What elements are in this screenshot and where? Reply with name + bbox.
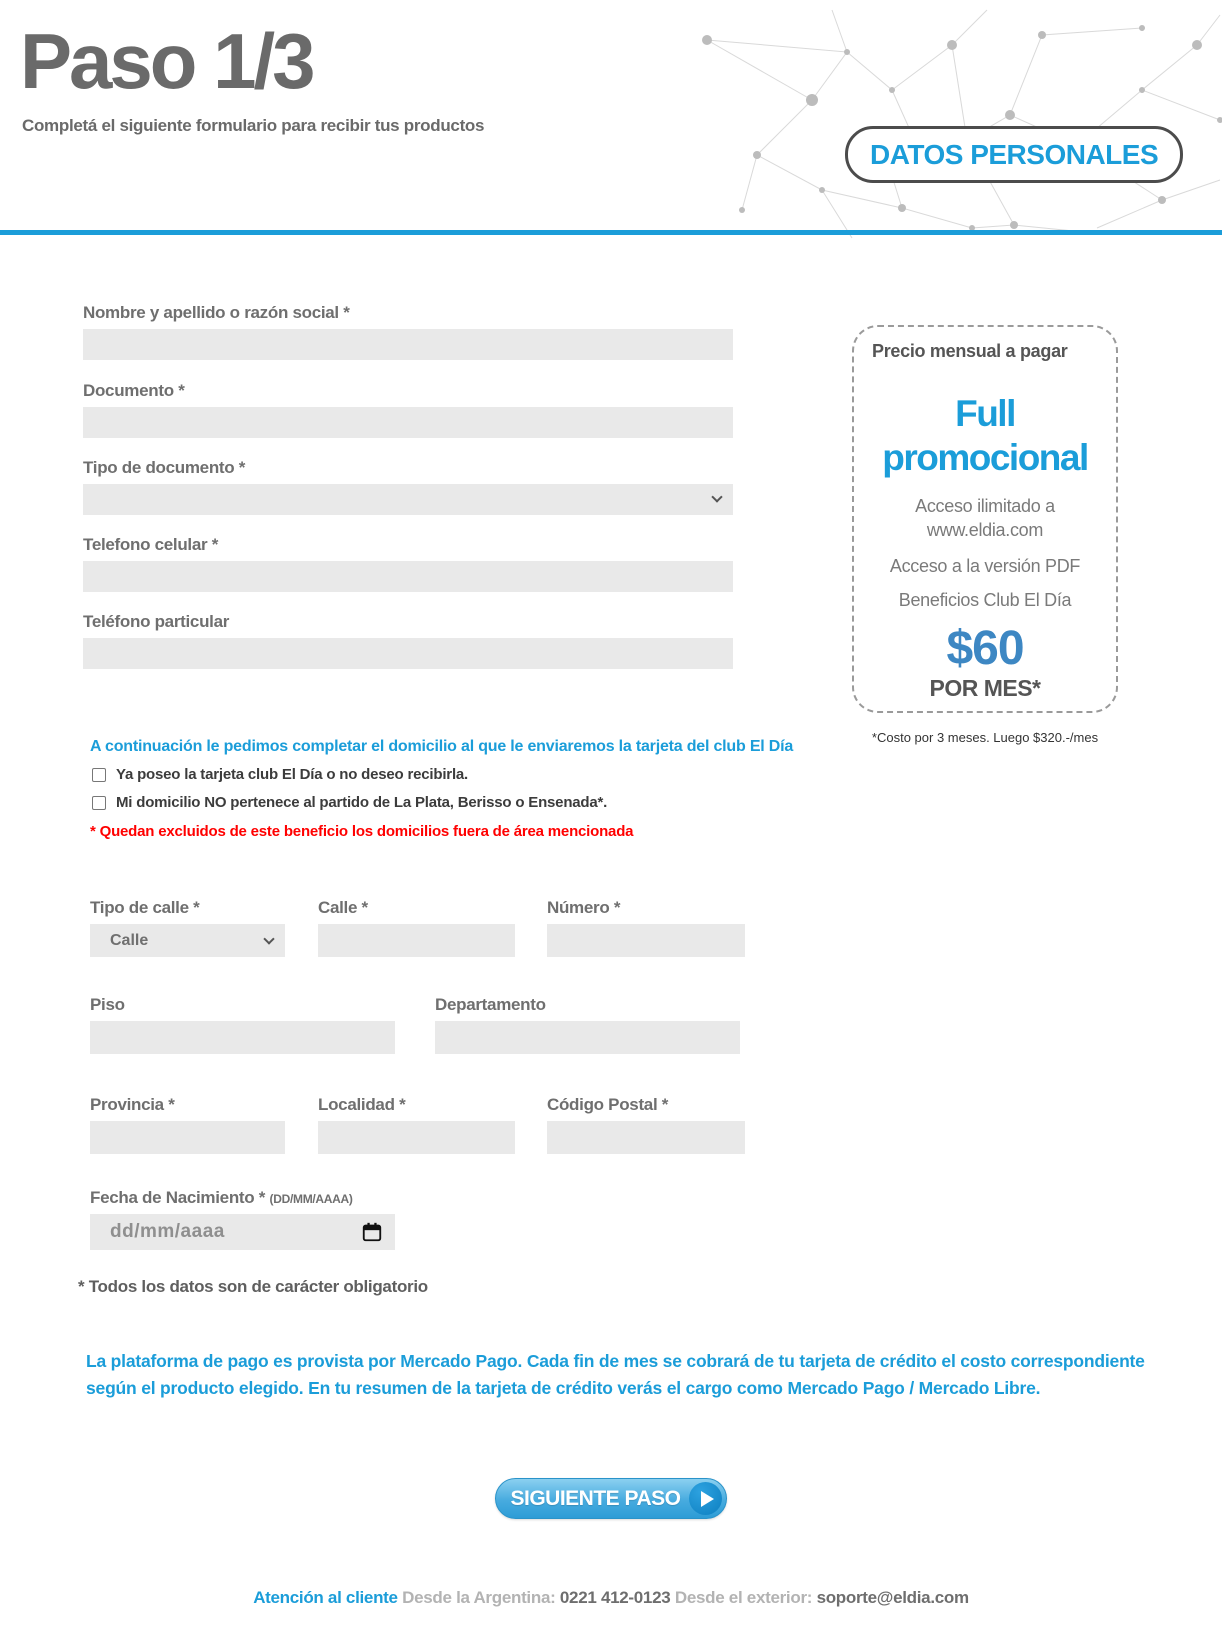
street-input[interactable] [318, 924, 515, 957]
payment-info: La plataforma de pago es provista por Mercado Pago. Cada fin de mes se cobrará de tu tarjeta de crédito el costo correspondiente según el producto elegido. En tu resumen de la tarjeta de crédito verás el cargo como Mercado Pago / Mercado Libre. [86, 1351, 1145, 1399]
city-input[interactable] [318, 1121, 515, 1154]
floor-label: Piso [90, 995, 125, 1014]
city-label: Localidad * [318, 1095, 406, 1114]
field-apartment [435, 995, 740, 1054]
chevron-down-icon [263, 933, 274, 944]
price-footnote: *Costo por 3 meses. Luego $320.-/mes [871, 730, 1099, 745]
cellphone-input[interactable] [83, 561, 733, 592]
cellphone-label: Telefono celular * [83, 535, 219, 554]
field-postal-code [547, 1095, 745, 1154]
street-type-value: Calle [110, 931, 149, 949]
plan-name: Full promocional [882, 393, 1088, 478]
benefit-club: Beneficios Club El Día [898, 590, 1072, 611]
home-phone-input[interactable] [83, 638, 733, 669]
field-document [83, 381, 733, 438]
price-amount: $60 [946, 621, 1024, 675]
constellation-decoration [622, 0, 1222, 240]
street-label: Calle * [318, 898, 368, 917]
field-home-phone [83, 612, 733, 669]
chevron-down-icon [711, 491, 722, 502]
header-divider [0, 230, 1222, 235]
document-input[interactable] [83, 407, 733, 438]
province-label: Provincia * [90, 1095, 175, 1114]
next-step-button[interactable] [495, 1478, 727, 1519]
price-panel [852, 325, 1118, 713]
argentina-label: Desde la Argentina: [402, 1588, 556, 1607]
footer [0, 1588, 1222, 1608]
outside-area-checkbox[interactable] [92, 796, 106, 810]
page-subtitle: Completá el siguiente formulario para recibir tus productos [22, 116, 485, 135]
field-cellphone [83, 535, 733, 592]
field-city [318, 1095, 515, 1154]
support-email: soporte@eldia.com [816, 1588, 969, 1607]
name-label: Nombre y apellido o razón social * [83, 303, 350, 322]
postal-code-input[interactable] [547, 1121, 745, 1154]
support-phone: 0221 412-0123 [559, 1588, 671, 1607]
field-document-type [83, 458, 733, 515]
field-birth-date [90, 1188, 395, 1250]
field-province [90, 1095, 285, 1154]
benefit-web-access: Acceso ilimitado a www.eldia.com [915, 496, 1055, 540]
price-period: POR MES* [929, 674, 1041, 701]
checkbox-row-outside-area [92, 794, 607, 811]
checkbox-row-has-card [92, 766, 468, 783]
has-card-checkbox[interactable] [92, 768, 106, 782]
support-label: Atención al cliente [253, 1588, 398, 1607]
postal-code-label: Código Postal * [547, 1095, 669, 1114]
street-type-label: Tipo de calle * [90, 898, 200, 917]
home-phone-label: Teléfono particular [83, 612, 230, 631]
required-note: * Todos los datos son de carácter obligatorio [78, 1277, 428, 1296]
price-panel-title: Precio mensual a pagar [872, 341, 1068, 361]
field-street [318, 898, 515, 957]
number-label: Número * [547, 898, 621, 917]
field-street-type [90, 898, 285, 957]
benefit-pdf-access: Acceso a la versión PDF [889, 556, 1081, 577]
floor-input[interactable] [90, 1021, 395, 1054]
birth-date-input[interactable] [90, 1214, 395, 1250]
calendar-icon[interactable] [361, 1221, 383, 1243]
birth-date-label: Fecha de Nacimiento * [90, 1188, 266, 1207]
document-label: Documento * [83, 381, 185, 400]
has-card-label: Ya poseo la tarjeta club El Día o no deseo recibirla. [116, 766, 469, 783]
field-floor [90, 995, 395, 1054]
document-type-select[interactable] [83, 484, 733, 515]
birth-date-format-hint: (DD/MM/AAAA) [269, 1192, 353, 1206]
apartment-label: Departamento [435, 995, 546, 1014]
birth-date-placeholder: dd/mm/aaaa [110, 1221, 225, 1242]
apartment-input[interactable] [435, 1021, 740, 1054]
street-type-select[interactable] [90, 924, 285, 957]
address-notice: A continuación le pedimos completar el domicilio al que le enviaremos la tarjeta del club El Día [90, 738, 794, 755]
field-name [83, 303, 733, 360]
outside-area-label: Mi domicilio NO pertenece al partido de La Plata, Berisso o Ensenada*. [116, 794, 608, 811]
section-badge: DATOS PERSONALES [845, 126, 1183, 183]
page-title: Paso 1/3 [20, 17, 313, 105]
next-step-label: SIGUIENTE PASO [510, 1486, 681, 1510]
province-input[interactable] [90, 1121, 285, 1154]
name-input[interactable] [83, 329, 733, 360]
number-input[interactable] [547, 924, 745, 957]
play-icon [689, 1482, 722, 1515]
abroad-label: Desde el exterior: [674, 1588, 813, 1607]
document-type-label: Tipo de documento * [83, 458, 246, 477]
field-number [547, 898, 745, 957]
exclusion-warning: * Quedan excluidos de este beneficio los domicilios fuera de área mencionada [90, 823, 634, 840]
